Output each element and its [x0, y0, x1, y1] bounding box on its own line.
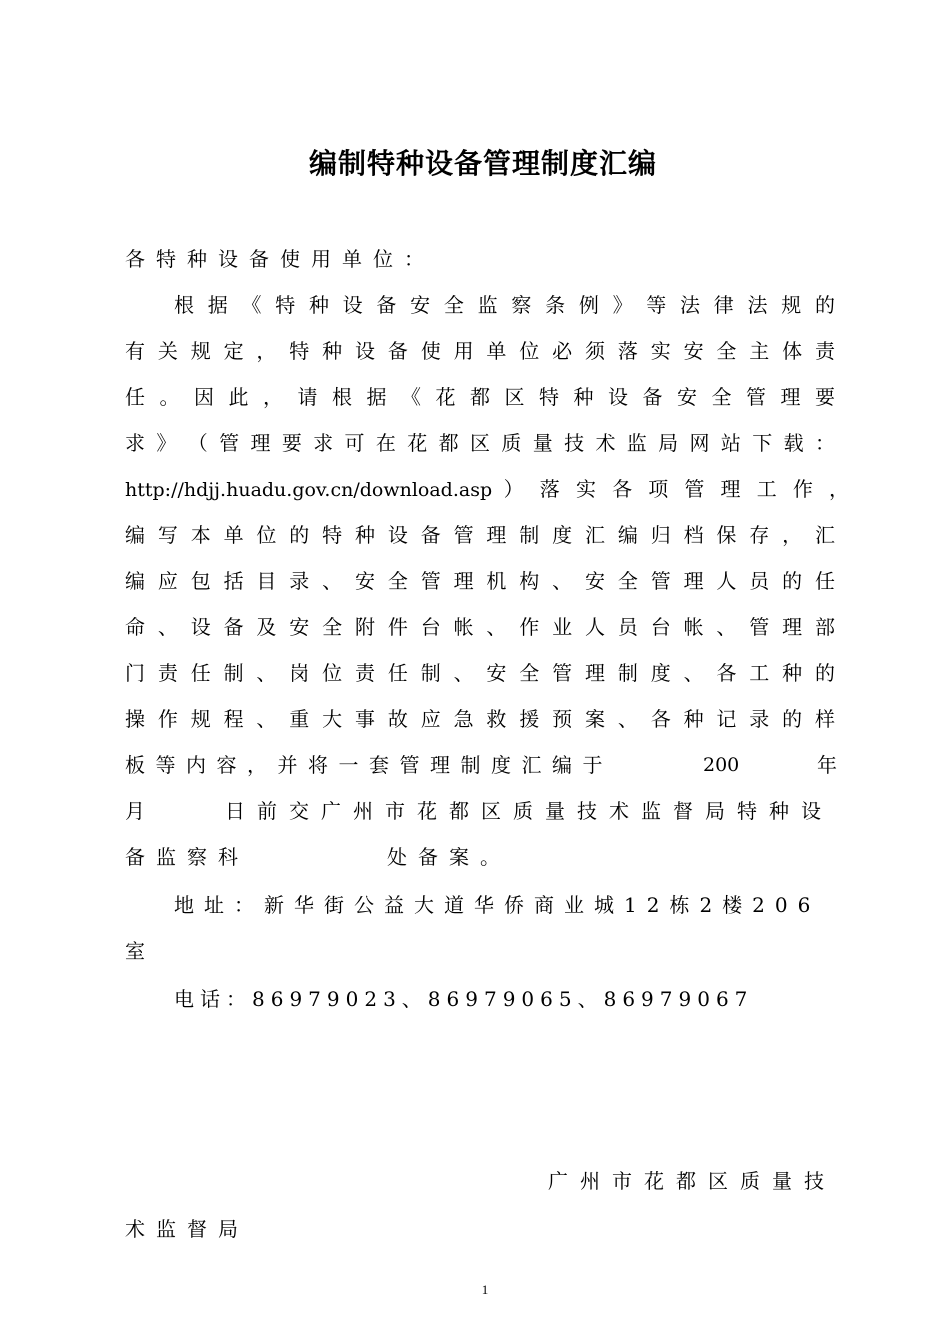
download-url: http://hdjj.huadu.gov.cn/download.asp: [125, 479, 493, 501]
url-line: [125, 472, 860, 506]
body-line-8: 门​ 责​ 任​ 制​ 、​ 岗​ 位​ 责​ 任​ 制​ 、​ 安​ 全​ 管​ 理​ 制​ 度​ 、​ 各​ 工​ 种​ 的: [125, 661, 835, 685]
url-line-suffix: ）落实各项管理工作，: [503, 477, 861, 501]
department-line: [125, 840, 835, 874]
deadline-text: 板等内容，并将一套管理制度汇编于: [125, 753, 613, 777]
deadline-year-label: 年: [817, 753, 837, 777]
signature-line-2: 术监督局: [125, 1217, 249, 1241]
body-line-6: 编​ 应​ 包​ 括​ 目​ 录​ 、​ 安​ 全​ 管​ 理​ 机​ 构​ 、​ 安​ 全​ 管​ 理​ 人​ 员​ 的​ 任: [125, 569, 835, 593]
body-line-1: 根​ 据​ 《​ 特​ 种​ 设​ 备​ 安​ 全​ 监​ 察​ 条​ 例​ 》​ 等​ 法​ 律​ 法​ 规​ 的: [174, 293, 835, 317]
body-line-4: 求​ 》​ （​ 管​ 理​ 要​ 求​ 可​ 在​ 花​ 都​ 区​ 质​ 量​ 技​ 术​ 监​ 局​ 网​ 站​ 下​ 载​ ：: [125, 431, 835, 455]
signature-line-1: 广州市花都区质量技: [548, 1169, 836, 1193]
deadline-line-2: [125, 794, 835, 828]
phone-line: 电话：86979023、86979065、86979067: [174, 987, 754, 1011]
department-a: 备监察科: [125, 845, 249, 869]
body-line-9: 操​ 作​ 规​ 程​ 、​ 重​ 大​ 事​ 故​ 应​ 急​ 救​ 援​ 预​ 案​ 、​ 各​ 种​ 记​ 录​ 的​ 样: [125, 707, 835, 731]
deadline-month-label: 月: [125, 799, 145, 823]
address-line: 地址：新华街公益大道华侨商业城12栋2楼206: [174, 893, 821, 917]
deadline-line: [125, 748, 835, 782]
department-b: 处备案。: [387, 845, 511, 869]
body-line-3: 任​ 。​ 因​ 此​ ，​ 请​ 根​ 据​ 《​ 花​ 都​ 区​ 特​ 种​ 设​ 备​ 安​ 全​ 管​ 理​ 要: [125, 385, 835, 409]
deadline-year-prefix: 200: [703, 754, 740, 776]
salutation: 各特种设备使用单位：: [125, 247, 435, 271]
body-line-5: 编​ 写​ 本​ 单​ 位​ 的​ 特​ 种​ 设​ 备​ 管​ 理​ 制​ 度​ 汇​ 编​ 归​ 档​ 保​ 存​ ，​ 汇: [125, 523, 835, 547]
page-number: 1: [481, 1282, 489, 1297]
body-line-2: 有​ 关​ 规​ 定​ ，​ 特​ 种​ 设​ 备​ 使​ 用​ 单​ 位​ 必​ 须​ 落​ 实​ 安​ 全​ 主​ 体​ 责: [125, 339, 835, 363]
document-title: 编制特种设备管理制度汇编: [308, 147, 657, 180]
body-line-7: 命​ 、​ 设​ 备​ 及​ 安​ 全​ 附​ 件​ 台​ 帐​ 、​ 作​ 业​ 人​ 员​ 台​ 帐​ 、​ 管​ 理​ 部: [125, 615, 835, 639]
address-tail: 室: [125, 939, 156, 963]
deadline-text-2: 日前交广州市花都区质量技术监督局特种设: [225, 799, 833, 823]
